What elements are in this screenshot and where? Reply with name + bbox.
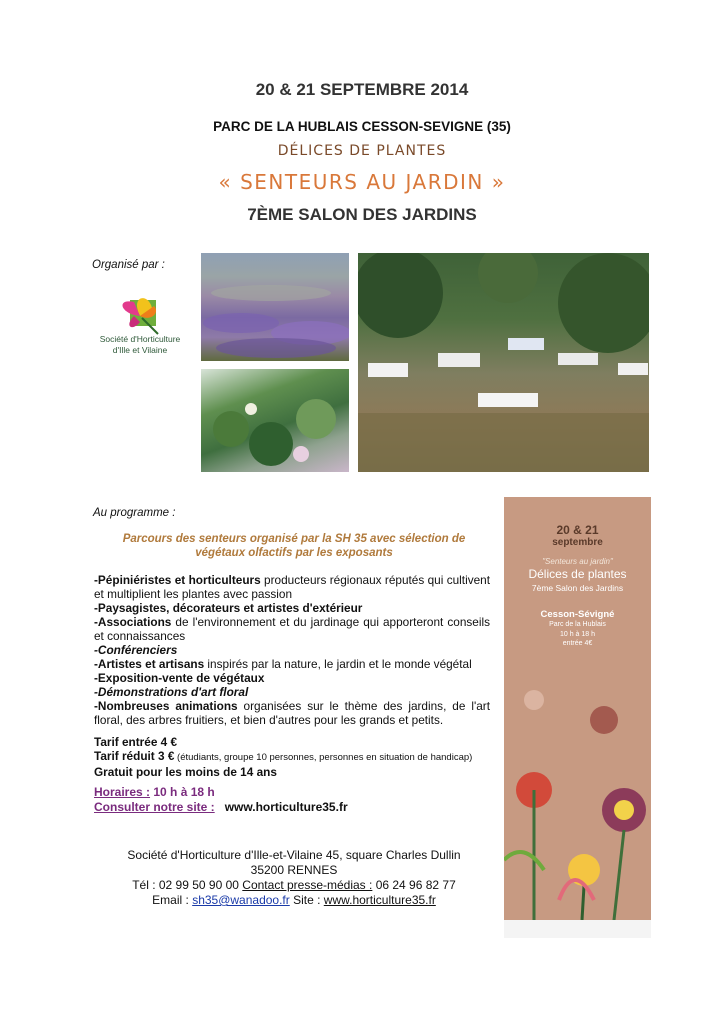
pricing [94,735,494,779]
poster-sponsor-strip [504,920,651,938]
list-item [94,643,490,657]
website-row [94,800,348,815]
website-link[interactable]: www.horticulture35.fr [224,800,348,814]
phone-row [94,878,494,893]
list-item [94,671,490,685]
item-title: -Nombreuses animations [94,699,238,713]
garden-flowers-photo [201,369,349,472]
footer-site-label: Site : [289,893,324,907]
event-subtitle: DÉLICES DE PLANTES [277,143,447,159]
program-highlight: Parcours des senteurs organisé par la SH 35 avec sélection de végétaux olfactifs par les exposants [122,533,466,559]
hours-value: 10 h à 18 h [150,785,215,799]
item-text: producteurs régionaux réputés qui cultivent et multiplient les plantes avec passion [94,573,490,601]
poster-subtitle: 7ème Salon des Jardins [531,583,624,593]
website-label: Consulter notre site : [94,800,215,814]
poster-city: Cesson-Sévigné [540,609,615,620]
address-line2: 35200 RENNES [250,863,338,877]
event-poster [504,497,651,920]
list-item [94,685,490,699]
event-salon-title: 7ÈME SALON DES JARDINS [247,205,477,224]
item-text: organisées sur le thème des jardins, de l'art floral, des arbres fruitiers, et bien d'autres pour les grands et petits. [94,699,490,727]
item-text: de l'environnement et du jardinage qui apporteront conseils et connaissances [94,615,490,643]
poster-date: 20 & 21 [556,523,599,537]
email-row [94,893,494,908]
lavender-photo-art [201,253,349,361]
list-item [94,699,490,727]
poster-tagline: "Senteurs au jardin" [542,557,613,566]
list-item [94,573,490,601]
phone: Tél : 02 99 50 90 00 [132,878,239,892]
price-reduced-detail: (étudiants, groupe 10 personnes, personnes en situation de handicap) [174,752,473,763]
logo-caption-line2: d'Ille et Vilaine [112,345,168,355]
garden-fair-crowd-photo [358,253,649,472]
poster-hours: 10 h à 18 h [559,631,596,638]
item-title: -Paysagistes, décorateurs et artistes d'extérieur [94,601,363,615]
press-phone: 06 24 96 82 77 [372,878,456,892]
program-list [94,573,490,727]
poster-title: Délices de plantes [528,567,627,581]
price-reduced-row [94,749,494,765]
info-block [94,785,348,815]
item-title: -Pépiniéristes et horticulteurs [94,573,261,587]
garden-photo-art [201,369,349,472]
fair-photo-art [358,253,649,472]
logo-caption-line1: Société d'Horticulture [99,334,181,344]
press-label: Contact presse-médias : [242,878,373,892]
contact-footer [94,848,494,908]
poster-entry: entrée 4€ [562,640,593,647]
list-item [94,657,490,671]
lavender-field-photo [201,253,349,361]
poster-month: septembre [552,537,603,548]
hours-label: Horaires : [94,785,151,799]
logo-caption [98,334,182,356]
program-label: Au programme : [93,507,176,519]
item-title: -Associations [94,615,172,629]
footer-site-link[interactable]: www.horticulture35.fr [323,893,436,907]
list-item [94,615,490,643]
hours-row [94,785,348,800]
item-title: -Conférenciers [94,643,178,657]
organizer-label: Organisé par : [92,259,165,271]
price-free: Gratuit pour les moins de 14 ans [94,765,277,779]
poster-flower-illustration [504,660,651,920]
item-title: -Démonstrations d'art floral [94,685,249,699]
event-date: 20 & 21 SEPTEMBRE 2014 [255,80,469,99]
event-venue: PARC DE LA HUBLAIS CESSON-SEVIGNE (35) [213,119,511,134]
price-full: Tarif entrée 4 € [94,735,178,749]
address-line1: Société d'Horticulture d'Ille-et-Vilaine 45, square Charles Dullin [127,848,461,862]
event-theme: « SENTEURS AU JARDIN » [218,170,506,194]
email-label: Email : [152,893,193,907]
list-item [94,601,490,615]
item-title: -Artistes et artisans [94,657,205,671]
email-link[interactable]: sh35@wanadoo.fr [192,893,290,907]
item-title: -Exposition-vente de végétaux [94,671,265,685]
item-text: inspirés par la nature, le jardin et le monde végétal [204,657,472,671]
poster-place: Parc de la Hublais [549,621,606,628]
price-reduced: Tarif réduit 3 € [94,749,175,763]
